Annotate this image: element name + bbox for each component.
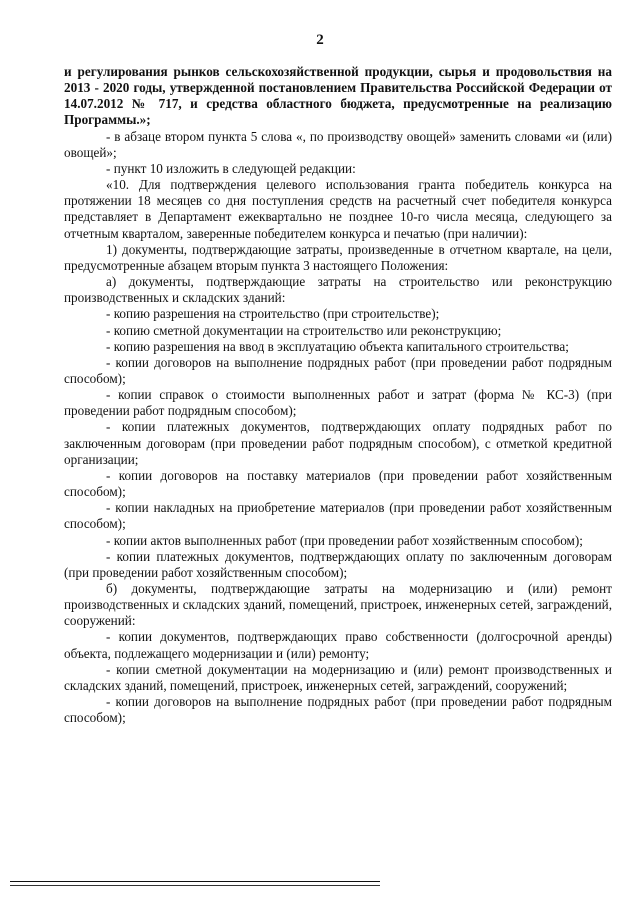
paragraph-19: - копии сметной документации на модернизацию и (или) ремонт производственных и складских зданий, помещений, пристроек, инженерных сетей, заграждений, сооружений; (64, 661, 612, 693)
paragraph-3: - пункт 10 изложить в следующей редакции: (106, 160, 356, 176)
paragraph-11: - копии справок о стоимости выполненных работ и затрат (форма № КС-3) (при проведении работ подрядным способом); (64, 387, 612, 419)
paragraph-18: - копии документов, подтверждающих право собственности (долгосрочной аренды) объекта, подлежащего модернизации и (или) ремонту; (64, 629, 612, 661)
paragraph-1: и регулирования рынков сельскохозяйственной продукции, сырья и продовольствия на 2013 - 2020 годы, утвержденной постановлением Правительства Российской Федерации от 14.07.2012 № 717, и средства областного бюджета, предусмотренные на реализацию Программы.»; (64, 64, 612, 128)
paragraph-20: - копии договоров на выполнение подрядных работ (при проведении работ подрядным способом); (64, 694, 612, 726)
paragraph-5: 1) документы, подтверждающие затраты, произведенные в отчетном квартале, на цели, предусмотренные абзацем вторым пункта 3 настоящего Положения: (64, 241, 612, 273)
footer-rule (10, 881, 380, 882)
paragraph-14: - копии накладных на приобретение материалов (при проведении работ хозяйственным способом); (64, 500, 612, 532)
paragraph-2: - в абзаце втором пункта 5 слова «, по производству овощей» заменить словами «и (или) овощей»; (64, 128, 612, 160)
footer-rule-thin (10, 885, 380, 886)
page-number: 2 (316, 32, 324, 48)
paragraph-4: «10. Для подтверждения целевого использования гранта победитель конкурса на протяжении 18 месяцев со дня поступления средств на расчетный счет победителя конкурса представляет в Департамент ежеквартально не позднее 10-го числа месяца, следующего за отчетным кварталом, заверенные победителем конкурса и печатью (при наличии): (64, 177, 612, 241)
paragraph-6: а) документы, подтверждающие затраты на строительство или реконструкцию производственных и складских зданий: (64, 274, 612, 306)
paragraph-16: - копии платежных документов, подтверждающих оплату по заключенным договорам (при проведении работ хозяйственным способом); (64, 548, 612, 580)
paragraph-9: - копию разрешения на ввод в эксплуатацию объекта капитального строительства; (106, 338, 569, 354)
document-body (64, 64, 612, 726)
paragraph-10: - копии договоров на выполнение подрядных работ (при проведении работ подрядным способом); (64, 354, 612, 386)
paragraph-15: - копии актов выполненных работ (при проведении работ хозяйственным способом); (106, 532, 583, 548)
paragraph-17: б) документы, подтверждающие затраты на модернизацию и (или) ремонт производственных и складских зданий, помещений, пристроек, инженерных сетей, заграждений, сооружений: (64, 581, 612, 629)
paragraph-13: - копии договоров на поставку материалов (при проведении работ хозяйственным способом); (64, 467, 612, 500)
paragraph-8: - копию сметной документации на строительство или реконструкцию; (106, 322, 502, 338)
paragraph-7: - копию разрешения на строительство (при строительстве); (106, 306, 440, 322)
paragraph-12: - копии платежных документов, подтверждающих оплату подрядных работ по заключенным договорам (при проведении работ подрядным способом), с отметкой кредитной организации; (64, 419, 612, 467)
